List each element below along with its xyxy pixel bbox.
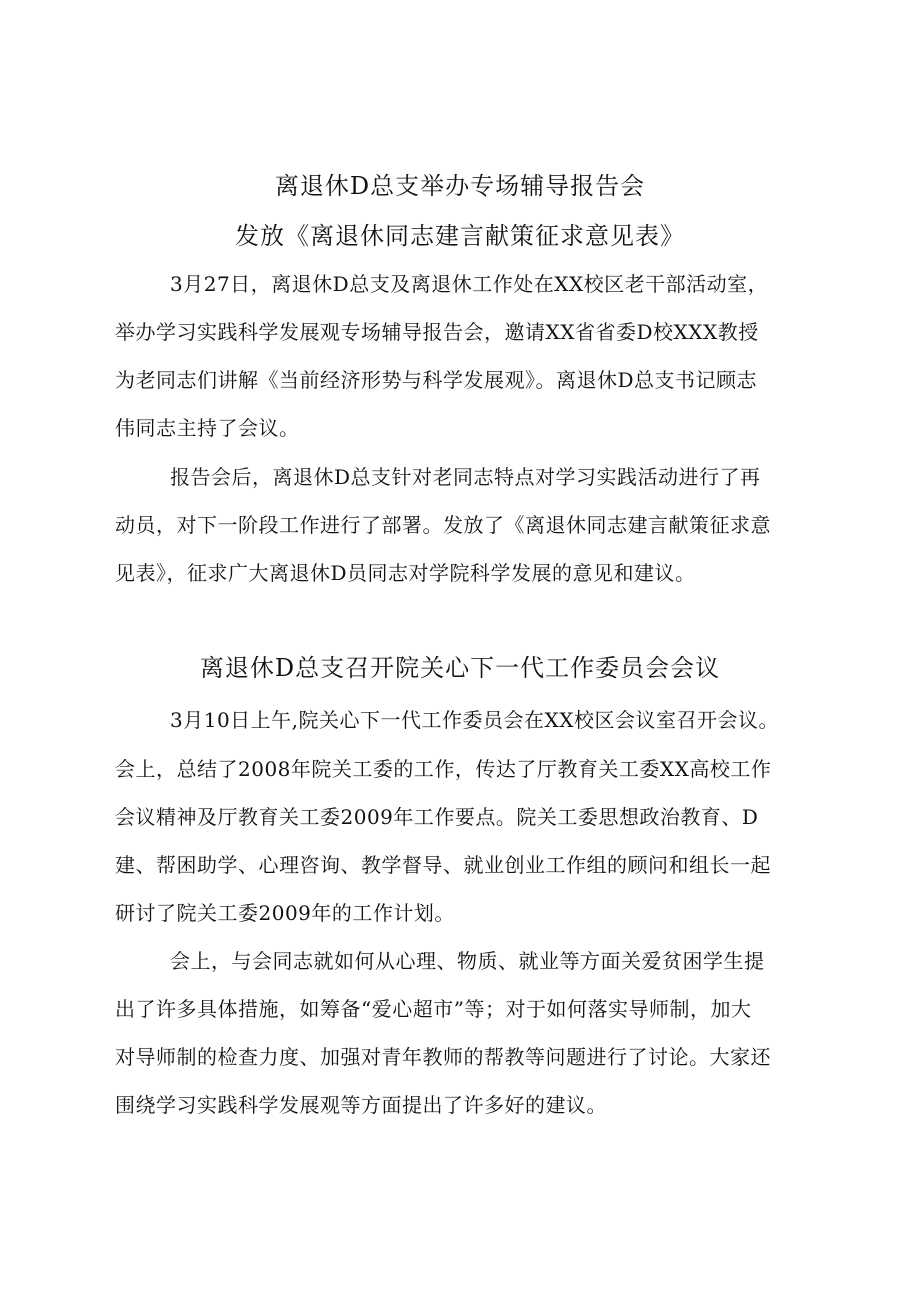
article2-title: 离退休D总支召开院关心下一代工作委员会会议 [199,654,721,682]
article1-paragraph1-line: 3月27日，离退休D总支及离退休工作处在XX校区老干部活动室， [170,272,769,296]
article2-paragraph1-line: 3月10日上午,院关心下一代工作委员会在XX校区会议室召开会议。 [170,708,780,732]
article2-paragraph1-line: 会议精神及厅教育关工委2009年工作要点。院关工委思想政治教育、D [115,805,759,829]
article1-paragraph2-line: 见表》，征求广大离退休D员同志对学院科学发展的意见和建议。 [115,561,696,585]
article1-paragraph1-line: 伟同志主持了会议。 [115,416,300,440]
article1-paragraph2-line: 动员，对下一阶段工作进行了部署。发放了《离退休同志建言献策征求意 [115,513,771,537]
article1-paragraph1-line: 为老同志们讲解《当前经济形势与科学发展观》。离退休D总支书记顾志 [115,368,758,392]
article2-paragraph1-line: 建、帮困助学、心理咨询、教学督导、就业创业工作组的顾问和组长一起 [115,853,771,877]
article2-paragraph2-line: 对导师制的检查力度、加强对青年教师的帮教等问题进行了讨论。大家还 [115,1045,771,1069]
article2-paragraph1-line: 会上，总结了2008年院关工委的工作，传达了厅教育关工委XX高校工作 [115,757,772,781]
article2-paragraph2-line: 围绕学习实践科学发展观等方面提出了许多好的建议。 [115,1093,607,1117]
article1-title-line2: 发放《离退休同志建言献策征求意见表》 [235,222,685,250]
article2-paragraph2-line: 出了许多具体措施，如筹备“爱心超市”等；对于如何落实导师制，加大 [115,997,752,1021]
article2-paragraph1-line: 研讨了院关工委2009年的工作计划。 [115,901,455,925]
article1-paragraph1-line: 举办学习实践科学发展观专场辅导报告会，邀请XX省省委D校XXX教授 [115,320,759,344]
article1-paragraph2-line: 报告会后，离退休D总支针对老同志特点对学习实践活动进行了再 [170,465,761,489]
article1-title-line1: 离退休D总支举办专场辅导报告会 [274,172,646,200]
article2-paragraph2-line: 会上，与会同志就如何从心理、物质、就业等方面关爱贫困学生提 [170,949,765,973]
